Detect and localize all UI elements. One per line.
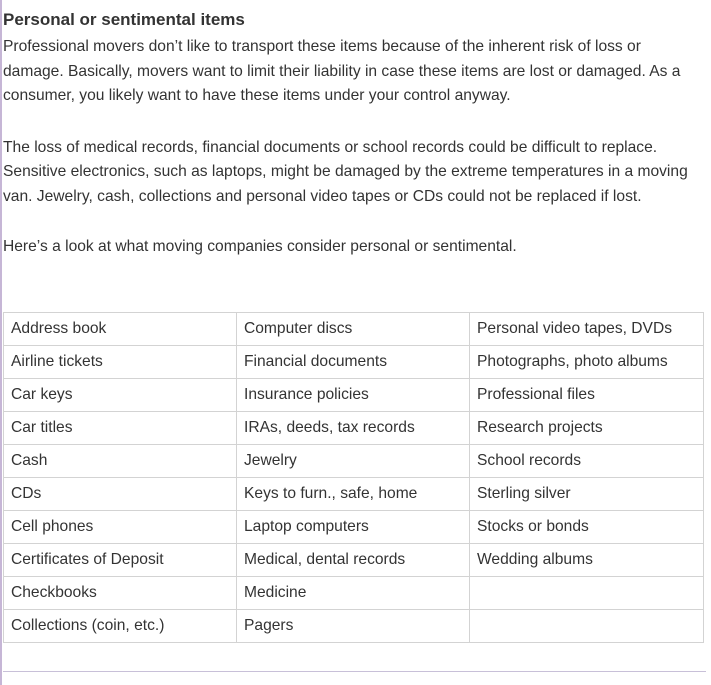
table-cell: CDs: [4, 478, 237, 511]
table-cell: Car keys: [4, 379, 237, 412]
personal-items-table: [3, 312, 704, 643]
section-title: Personal or sentimental items: [3, 10, 245, 29]
table-cell: Insurance policies: [237, 379, 470, 412]
table-cell: Car titles: [4, 412, 237, 445]
table-cell: Sterling silver: [470, 478, 704, 511]
table-row: [4, 379, 704, 412]
table-row: [4, 445, 704, 478]
table-cell: [470, 610, 704, 643]
detail-paragraph: The loss of medical records, financial documents or school records could be difficult to replace. Sensitive electronics, such as laptops, might be damaged by the extreme temperatures in a moving van. Jewelry, cash, collections and personal video tapes or CDs could not be replaced if lost.: [3, 138, 688, 205]
table-cell: Photographs, photo albums: [470, 346, 704, 379]
table-cell: Research projects: [470, 412, 704, 445]
table-cell: IRAs, deeds, tax records: [237, 412, 470, 445]
table-cell: [470, 577, 704, 610]
table-cell: Wedding albums: [470, 544, 704, 577]
table-cell: Financial documents: [237, 346, 470, 379]
table-cell: Airline tickets: [4, 346, 237, 379]
table-row: [4, 478, 704, 511]
table-row: [4, 610, 704, 643]
table-row: [4, 313, 704, 346]
table-cell: Medical, dental records: [237, 544, 470, 577]
article-section: [3, 0, 703, 260]
table-cell: Computer discs: [237, 313, 470, 346]
table-cell: Address book: [4, 313, 237, 346]
intro-paragraph: Professional movers don’t like to transport these items because of the inherent risk of loss or damage. Basically, movers want to limit their liability in case these items are lost or damaged. As a consumer, you likely want to have these items under your control anyway.: [3, 38, 681, 104]
left-border-rule: [0, 0, 2, 685]
table-cell: Jewelry: [237, 445, 470, 478]
table-cell: Cell phones: [4, 511, 237, 544]
table-row: [4, 412, 704, 445]
table-cell: Medicine: [237, 577, 470, 610]
table-row: [4, 511, 704, 544]
table-cell: School records: [470, 445, 704, 478]
table-row: [4, 346, 704, 379]
table-cell: Collections (coin, etc.): [4, 610, 237, 643]
table-cell: Checkbooks: [4, 577, 237, 610]
bottom-divider: [3, 671, 706, 672]
table-cell: Cash: [4, 445, 237, 478]
table-cell: Personal video tapes, DVDs: [470, 313, 704, 346]
lead-in-paragraph: Here’s a look at what moving companies consider personal or sentimental.: [3, 238, 517, 255]
table-cell: Pagers: [237, 610, 470, 643]
table-cell: Laptop computers: [237, 511, 470, 544]
table-cell: Stocks or bonds: [470, 511, 704, 544]
table-row: [4, 577, 704, 610]
table-cell: Certificates of Deposit: [4, 544, 237, 577]
personal-items-table-body: [4, 313, 704, 643]
table-row: [4, 544, 704, 577]
table-cell: Professional files: [470, 379, 704, 412]
table-cell: Keys to furn., safe, home: [237, 478, 470, 511]
